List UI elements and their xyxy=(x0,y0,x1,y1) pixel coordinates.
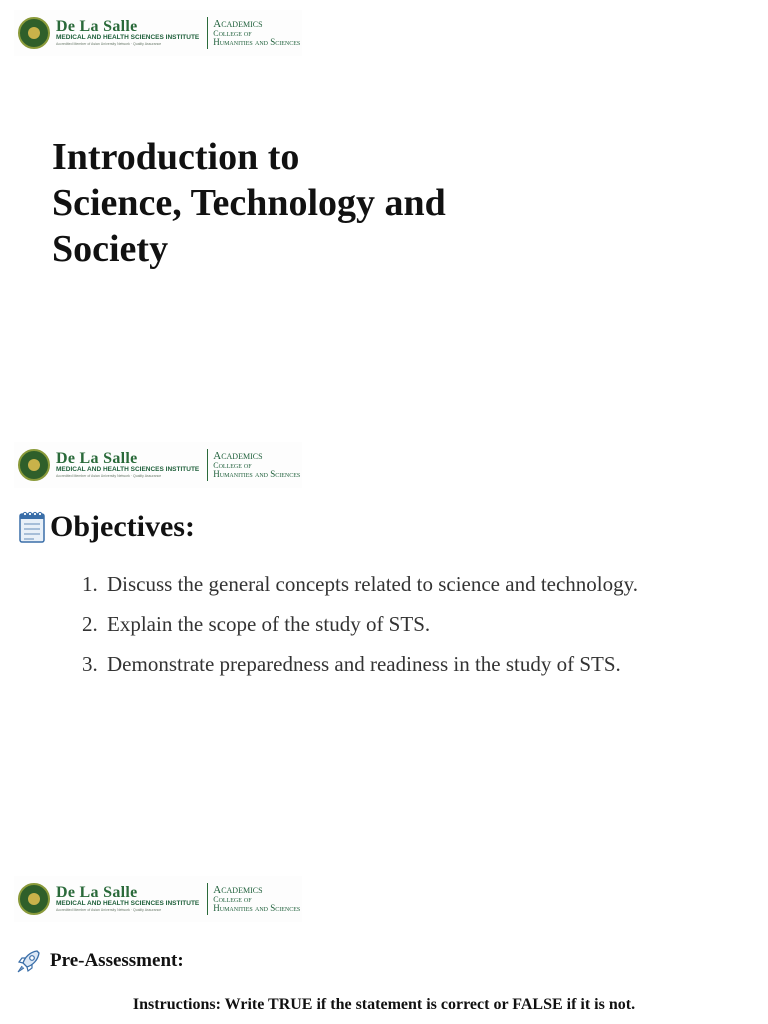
brand-tagline: Accredited Member of Asian University Network · Quality Assurance xyxy=(56,474,162,478)
brand-block xyxy=(56,886,199,912)
department-block xyxy=(213,17,301,47)
objective-item xyxy=(82,566,682,602)
dept-line-1: Academics xyxy=(213,883,263,896)
header-divider xyxy=(207,449,208,481)
department-block xyxy=(213,449,301,479)
objective-text: Explain the scope of the study of STS. xyxy=(107,612,431,636)
institution-seal-icon xyxy=(18,883,50,915)
institution-seal-icon xyxy=(18,17,50,49)
slide-objectives xyxy=(0,432,768,864)
institution-header xyxy=(14,442,302,488)
brand-subtitle: MEDICAL AND HEALTH SCIENCES INSTITUTE xyxy=(56,34,200,41)
objective-item xyxy=(82,606,682,642)
institution-header xyxy=(14,10,302,56)
dept-line-2: College of xyxy=(213,460,252,470)
instructions-text: Instructions: Write TRUE if the statement is correct or FALSE if it is not. xyxy=(132,996,636,1013)
dept-line-2: College of xyxy=(213,894,252,904)
dept-line-2: College of xyxy=(213,28,252,38)
title-line-3: Society xyxy=(52,228,169,270)
brand-name: De La Salle xyxy=(56,884,138,901)
objective-number: 2. xyxy=(82,612,98,636)
institution-header xyxy=(14,876,302,922)
title-line-2: Science, Technology and xyxy=(52,182,446,224)
brand-subtitle: MEDICAL AND HEALTH SCIENCES INSTITUTE xyxy=(56,900,200,907)
dept-line-3: Humanities and Sciences xyxy=(213,902,301,913)
title-line-1: Introduction to xyxy=(52,136,300,178)
objectives-heading xyxy=(18,510,195,544)
slide-title xyxy=(0,0,768,430)
notepad-icon xyxy=(18,510,46,544)
slide-pre-assessment xyxy=(0,866,768,1024)
objectives-title: Objectives: xyxy=(50,510,195,543)
brand-name: De La Salle xyxy=(56,450,138,467)
dept-line-1: Academics xyxy=(213,449,263,462)
pre-assessment-title: Pre-Assessment: xyxy=(50,950,184,971)
header-divider xyxy=(207,883,208,915)
brand-tagline: Accredited Member of Asian University Network · Quality Assurance xyxy=(56,908,162,912)
pre-assessment-heading xyxy=(16,948,184,974)
department-block xyxy=(213,883,301,913)
dept-line-3: Humanities and Sciences xyxy=(213,36,301,47)
institution-seal-icon xyxy=(18,449,50,481)
objective-number: 1. xyxy=(82,572,98,596)
rocket-icon xyxy=(16,948,42,974)
brand-block xyxy=(56,452,199,478)
brand-block xyxy=(56,20,199,46)
header-divider xyxy=(207,17,208,49)
objective-item xyxy=(82,646,682,682)
brand-tagline: Accredited Member of Asian University Network · Quality Assurance xyxy=(56,42,162,46)
dept-line-3: Humanities and Sciences xyxy=(213,468,301,479)
objective-number: 3. xyxy=(82,652,98,676)
objectives-list xyxy=(82,566,682,686)
dept-line-1: Academics xyxy=(213,17,263,30)
brand-name: De La Salle xyxy=(56,18,138,35)
brand-subtitle: MEDICAL AND HEALTH SCIENCES INSTITUTE xyxy=(56,466,200,473)
presentation-title xyxy=(52,134,446,272)
objective-text: Discuss the general concepts related to science and technology. xyxy=(107,572,639,596)
objective-text: Demonstrate preparedness and readiness in the study of STS. xyxy=(107,652,621,676)
